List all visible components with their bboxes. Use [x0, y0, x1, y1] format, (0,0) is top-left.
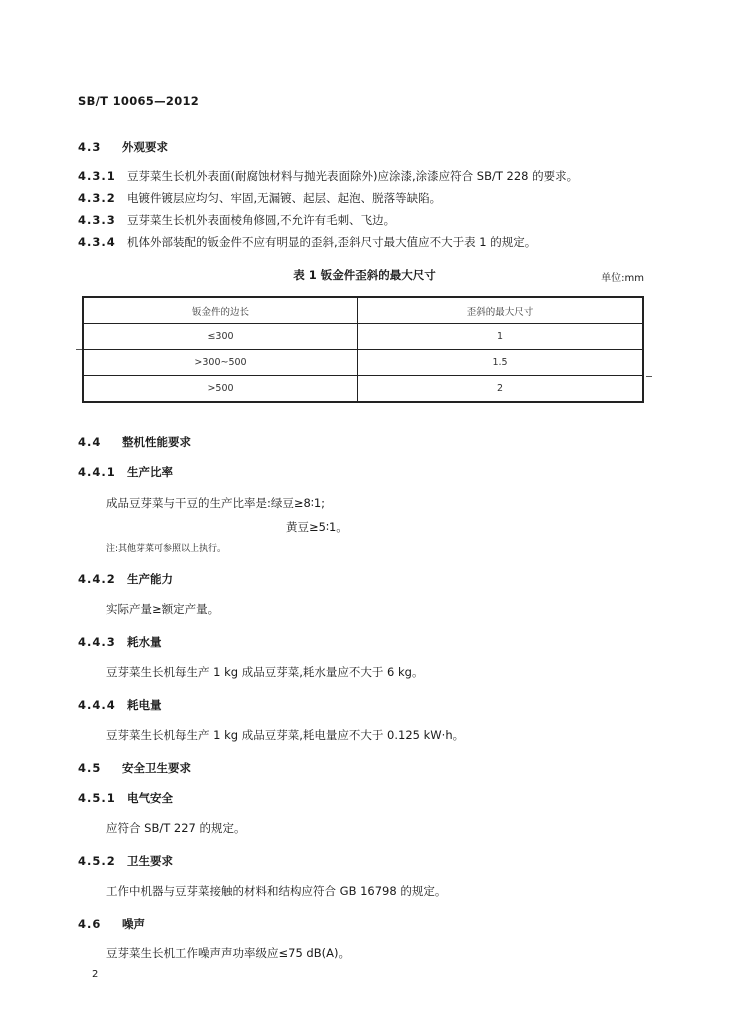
section-heading-4-5: [78, 760, 191, 776]
table-cell: 1: [358, 324, 644, 350]
section-heading-4-4: [78, 434, 191, 450]
section-title: 噪声: [122, 917, 145, 931]
section-number: 4.4.4: [78, 698, 116, 712]
section-heading-4-4-1: [78, 464, 173, 480]
section-number: 4.6: [78, 917, 102, 931]
section-title: 电气安全: [127, 791, 173, 805]
clause-text: 豆芽菜生长机每生产 1 kg 成品豆芽菜,耗水量应不大于 6 kg。: [106, 665, 424, 679]
table-scan-tick: [646, 376, 652, 377]
table-caption: 表 1 钣金件歪斜的最大尺寸: [293, 268, 436, 282]
section-number: 4.5.2: [78, 854, 116, 868]
section-heading-4-4-4: [78, 697, 162, 713]
section-heading-4-4-2: [78, 571, 173, 587]
section-number: 4.4.3: [78, 635, 116, 649]
section-heading-4-4-3: [78, 634, 162, 650]
section-title: 耗水量: [127, 635, 162, 649]
clause-number: 4.3.1: [78, 169, 116, 183]
section-number: 4.3: [78, 140, 102, 154]
note: 注:其他芽菜可参照以上执行。: [106, 544, 227, 554]
table-cell: 1.5: [358, 350, 644, 376]
clause-4-3-3: [78, 212, 395, 228]
section-number: 4.4: [78, 435, 102, 449]
table-row: [83, 376, 643, 403]
clause-4-3-2: [78, 190, 441, 206]
section-number: 4.4.2: [78, 572, 116, 586]
section-title: 生产比率: [127, 465, 173, 479]
production-ratio-line-2: 黄豆≥5∶1。: [286, 520, 348, 534]
clause-text: 电镀件镀层应均匀、牢固,无漏镀、起层、起泡、脱落等缺陷。: [127, 191, 442, 205]
section-heading-4-6: [78, 916, 145, 932]
table-cell: >300~500: [83, 350, 358, 376]
standard-number: SB/T 10065—2012: [78, 94, 200, 108]
section-heading-4-5-1: [78, 790, 173, 806]
page-number: 2: [92, 969, 99, 980]
section-title: 生产能力: [127, 572, 173, 586]
clause-text: 豆芽菜生长机每生产 1 kg 成品豆芽菜,耗电量应不大于 0.125 kW·h。: [106, 728, 465, 742]
clause-text: 工作中机器与豆芽菜接触的材料和结构应符合 GB 16798 的规定。: [106, 884, 447, 898]
table-cell: ≤300: [83, 324, 358, 350]
section-number: 4.4.1: [78, 465, 116, 479]
table-scan-tick: [76, 349, 82, 350]
section-title: 整机性能要求: [122, 435, 191, 449]
table-unit: 单位:mm: [601, 273, 644, 284]
clause-4-3-1: [78, 168, 578, 184]
section-title: 卫生要求: [127, 854, 173, 868]
table-row: [83, 324, 643, 350]
section-heading-4-5-2: [78, 853, 173, 869]
section-title: 外观要求: [122, 140, 168, 154]
section-heading-4-3: [78, 139, 168, 155]
table-cell: 2: [358, 376, 644, 403]
clause-number: 4.3.2: [78, 191, 116, 205]
section-title: 安全卫生要求: [122, 761, 191, 775]
section-number: 4.5: [78, 761, 102, 775]
clause-text: 应符合 SB/T 227 的规定。: [106, 821, 246, 835]
section-number: 4.5.1: [78, 791, 116, 805]
clause-number: 4.3.4: [78, 235, 116, 249]
clause-4-3-4: [78, 234, 536, 250]
table-cell: >500: [83, 376, 358, 403]
sheet-metal-skew-table: [82, 296, 644, 403]
table-row: [83, 350, 643, 376]
table-header-row: [83, 297, 643, 324]
clause-text: 豆芽菜生长机外表面(耐腐蚀材料与抛光表面除外)应涂漆,涂漆应符合 SB/T 228 的要求。: [127, 169, 579, 183]
clause-text: 豆芽菜生长机外表面棱角修圆,不允许有毛刺、飞边。: [127, 213, 396, 227]
clause-number: 4.3.3: [78, 213, 116, 227]
production-ratio-line-1: 成品豆芽菜与干豆的生产比率是:绿豆≥8∶1;: [106, 496, 326, 510]
clause-text: 豆芽菜生长机工作噪声声功率级应≤75 dB(A)。: [106, 946, 350, 960]
table-header-cell: 钣金件的边长: [83, 297, 358, 324]
section-title: 耗电量: [127, 698, 162, 712]
clause-text: 实际产量≥额定产量。: [106, 602, 220, 616]
clause-text: 机体外部装配的钣金件不应有明显的歪斜,歪斜尺寸最大值应不大于表 1 的规定。: [127, 235, 537, 249]
table-header-cell: 歪斜的最大尺寸: [358, 297, 644, 324]
